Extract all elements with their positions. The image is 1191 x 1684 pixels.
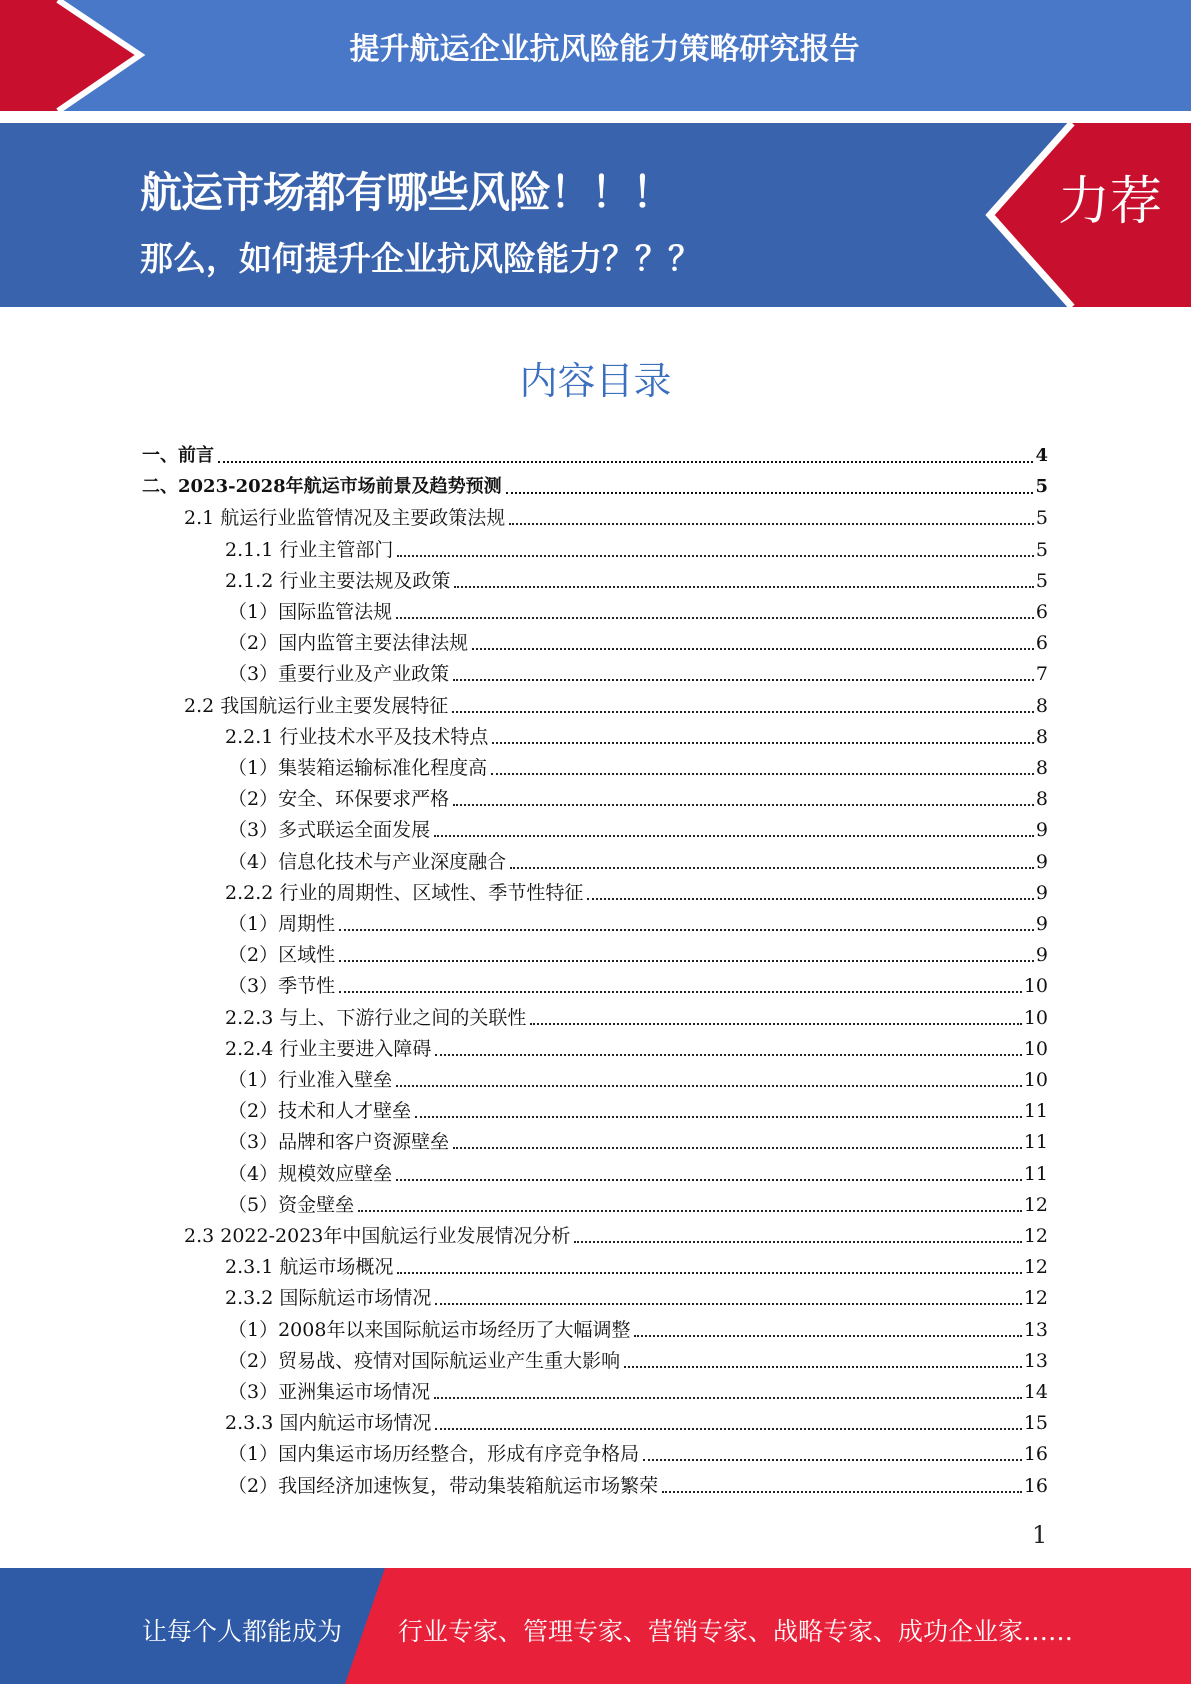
toc-leader-dots (634, 1335, 1021, 1337)
toc-leader-dots (587, 898, 1034, 900)
toc-entry-label: （2）技术和人才壁垒 (228, 1100, 412, 1122)
toc-entry-page: 12 (1023, 1225, 1048, 1247)
toc-entry-label: 2.2.4 行业主要进入障碍 (225, 1038, 432, 1060)
toc-entry[interactable] (228, 967, 1048, 998)
toc-leader-dots (492, 742, 1034, 744)
toc-leader-dots (434, 1397, 1022, 1399)
toc-entry-page: 12 (1023, 1287, 1048, 1309)
toc-entry-page: 14 (1023, 1381, 1048, 1403)
toc-entry[interactable] (228, 780, 1048, 811)
toc-leader-dots (218, 461, 1033, 463)
toc-leader-dots (506, 492, 1034, 494)
toc-entry[interactable] (228, 905, 1048, 936)
toc-leader-dots (358, 1210, 1022, 1212)
toc-entry-page: 10 (1023, 1038, 1048, 1060)
toc-entry-page: 8 (1035, 695, 1048, 717)
toc-entry-page: 9 (1035, 882, 1048, 904)
toc-entry-label: 2.3.1 航运市场概况 (225, 1256, 394, 1278)
toc-leader-dots (472, 648, 1034, 650)
toc-entry-page: 12 (1023, 1256, 1048, 1278)
toc-entry-label: 2.1.1 行业主管部门 (225, 539, 394, 561)
toc-leader-dots (339, 960, 1034, 962)
toc-entry[interactable] (225, 562, 1048, 593)
toc-entry-page: 9 (1035, 819, 1048, 841)
toc-entry-page: 5 (1035, 476, 1048, 497)
toc-entry[interactable] (225, 1404, 1048, 1435)
top-banner (0, 0, 1191, 111)
toc-entry-page: 6 (1035, 601, 1048, 623)
toc-entry-page: 12 (1023, 1194, 1048, 1216)
toc-entry[interactable] (228, 1155, 1048, 1186)
toc-entry-label: （3）多式联运全面发展 (228, 819, 431, 841)
toc-entry-page: 15 (1023, 1412, 1048, 1434)
toc-entry-page: 10 (1023, 975, 1048, 997)
toc-entry-label: （1）集装箱运输标准化程度高 (228, 757, 488, 779)
toc-entry-page: 8 (1035, 788, 1048, 810)
toc-leader-dots (509, 523, 1034, 525)
toc-entry-label: （4）规模效应壁垒 (228, 1163, 393, 1185)
toc-leader-dots (453, 679, 1034, 681)
toc-entry-label: （4）信息化技术与产业深度融合 (228, 851, 507, 873)
hero-subheadline: 那么，如何提升企业抗风险能力？？？ (140, 239, 701, 278)
toc-entry-label: 2.3.2 国际航运市场情况 (225, 1287, 432, 1309)
toc-entry-label: 一、前言 (142, 445, 214, 466)
toc-entry-label: （2）国内监管主要法律法规 (228, 632, 469, 654)
toc-entry-label: （1）国际监管法规 (228, 601, 393, 623)
toc-entry-label: （3）亚洲集运市场情况 (228, 1381, 431, 1403)
toc-entry-label: 二、2023-2028年航运市场前景及趋势预测 (142, 476, 502, 497)
toc-entry[interactable] (228, 843, 1048, 874)
toc-entry-page: 13 (1023, 1319, 1048, 1341)
toc-entry-page: 9 (1035, 851, 1048, 873)
toc-entry-page: 5 (1035, 570, 1048, 592)
toc-leader-dots (453, 1147, 1022, 1149)
toc-leader-dots (396, 1179, 1022, 1181)
toc-entry-page: 11 (1023, 1131, 1048, 1153)
toc-entry-label: （1）行业准入壁垒 (228, 1069, 393, 1091)
toc-entry-label: （1）周期性 (228, 913, 336, 935)
toc-entry[interactable] (228, 749, 1048, 780)
toc-entry-page: 8 (1035, 757, 1048, 779)
toc-leader-dots (397, 1272, 1021, 1274)
toc-leader-dots (510, 867, 1034, 869)
toc-entry-label: （3）品牌和客户资源壁垒 (228, 1131, 450, 1153)
report-title: 提升航运企业抗风险能力策略研究报告 (349, 32, 860, 67)
toc-entry[interactable] (228, 1373, 1048, 1404)
hero-headline: 航运市场都有哪些风险！！！ (140, 168, 674, 217)
toc-entry[interactable] (228, 1123, 1048, 1154)
toc-entry-label: （2）我国经济加速恢复，带动集装箱航运市场繁荣 (228, 1475, 659, 1497)
toc-leader-dots (574, 1241, 1021, 1243)
toc-leader-dots (452, 711, 1034, 713)
toc-entry-page: 4 (1035, 445, 1048, 466)
toc-leader-dots (453, 804, 1034, 806)
toc-entry[interactable] (184, 1217, 1048, 1248)
toc-entry-page: 5 (1035, 539, 1048, 561)
toc-entry-page: 8 (1035, 726, 1048, 748)
toc-entry[interactable] (225, 1279, 1048, 1310)
toc-entry[interactable] (225, 874, 1048, 905)
toc-entry-label: （2）区域性 (228, 944, 336, 966)
toc-entry[interactable] (142, 468, 1048, 499)
toc-entry-label: （1）2008年以来国际航运市场经历了大幅调整 (228, 1319, 631, 1341)
footer-banner (0, 1568, 1191, 1684)
toc-entry-label: 2.2.3 与上、下游行业之间的关联性 (225, 1007, 527, 1029)
toc-entry[interactable] (228, 811, 1048, 842)
recommend-badge: 力荐 (1058, 172, 1163, 232)
toc-entry[interactable] (228, 593, 1048, 624)
toc-entry-page: 11 (1023, 1100, 1048, 1122)
toc-entry-label: 2.2.1 行业技术水平及技术特点 (225, 726, 489, 748)
toc-leader-dots (397, 555, 1034, 557)
toc-title: 内容目录 (519, 359, 672, 403)
toc-entry-label: 2.1.2 行业主要法规及政策 (225, 570, 451, 592)
toc-entry-label: （2）安全、环保要求严格 (228, 788, 450, 810)
toc-leader-dots (662, 1491, 1022, 1493)
toc-entry-label: 2.2.2 行业的周期性、区域性、季节性特征 (225, 882, 584, 904)
toc-leader-dots (339, 929, 1034, 931)
toc-leader-dots (435, 1303, 1021, 1305)
toc-entry[interactable] (142, 437, 1048, 468)
toc-entry[interactable] (228, 936, 1048, 967)
toc-entry-label: （1）国内集运市场历经整合，形成有序竞争格局 (228, 1443, 640, 1465)
toc-entry[interactable] (228, 1061, 1048, 1092)
toc-entry-page: 9 (1035, 944, 1048, 966)
toc-entry-page: 13 (1023, 1350, 1048, 1372)
hero-banner (0, 123, 1191, 307)
footer-slogan-left: 让每个人都能成为 (142, 1617, 343, 1646)
toc-entry[interactable] (225, 1030, 1048, 1061)
toc-leader-dots (415, 1116, 1022, 1118)
toc-leader-dots (396, 617, 1034, 619)
toc-entry-label: 2.2 我国航运行业主要发展特征 (184, 695, 449, 717)
toc-entry-page: 6 (1035, 632, 1048, 654)
toc-entry[interactable] (228, 1186, 1048, 1217)
footer-slogan-right: 行业专家、管理专家、营销专家、战略专家、成功企业家…… (398, 1617, 1074, 1646)
toc-entry-page: 10 (1023, 1007, 1048, 1029)
page-number: 1 (1032, 1521, 1048, 1549)
toc-entry-page: 7 (1035, 663, 1048, 685)
toc-entry[interactable] (225, 1248, 1048, 1279)
toc-entry-label: （2）贸易战、疫情对国际航运业产生重大影响 (228, 1350, 621, 1372)
toc-leader-dots (624, 1366, 1022, 1368)
toc-leader-dots (435, 1428, 1021, 1430)
toc-entry-page: 16 (1023, 1475, 1048, 1497)
toc-leader-dots (434, 835, 1034, 837)
toc-entry-label: 2.1 航运行业监管情况及主要政策法规 (184, 507, 506, 529)
toc-entry-label: （5）资金壁垒 (228, 1194, 355, 1216)
toc-entry[interactable] (228, 1311, 1048, 1342)
toc-entry-page: 16 (1023, 1443, 1048, 1465)
toc-entry[interactable] (184, 499, 1048, 530)
toc-entry[interactable] (225, 531, 1048, 562)
toc-entry[interactable] (228, 1435, 1048, 1466)
toc-entry-label: （3）重要行业及产业政策 (228, 663, 450, 685)
toc-leader-dots (643, 1459, 1022, 1461)
toc-entry-page: 5 (1035, 507, 1048, 529)
toc-entry[interactable] (228, 1342, 1048, 1373)
toc-entry[interactable] (228, 1092, 1048, 1123)
toc-entry-label: 2.3.3 国内航运市场情况 (225, 1412, 432, 1434)
toc-leader-dots (396, 1085, 1022, 1087)
toc-entry[interactable] (228, 624, 1048, 655)
toc-leader-dots (454, 586, 1034, 588)
toc-entry-label: 2.3 2022-2023年中国航运行业发展情况分析 (184, 1225, 571, 1247)
toc-entry[interactable] (228, 1467, 1048, 1498)
toc-entry-page: 10 (1023, 1069, 1048, 1091)
toc-entry[interactable] (225, 999, 1048, 1030)
toc-entry[interactable] (225, 718, 1048, 749)
toc-leader-dots (530, 1023, 1021, 1025)
toc-leader-dots (435, 1054, 1021, 1056)
toc-leader-dots (339, 991, 1022, 993)
toc-entry-label: （3）季节性 (228, 975, 336, 997)
toc-entry[interactable] (184, 687, 1048, 718)
toc-entry-page: 11 (1023, 1163, 1048, 1185)
toc-entry[interactable] (228, 655, 1048, 686)
toc-entry-page: 9 (1035, 913, 1048, 935)
toc-leader-dots (491, 773, 1034, 775)
